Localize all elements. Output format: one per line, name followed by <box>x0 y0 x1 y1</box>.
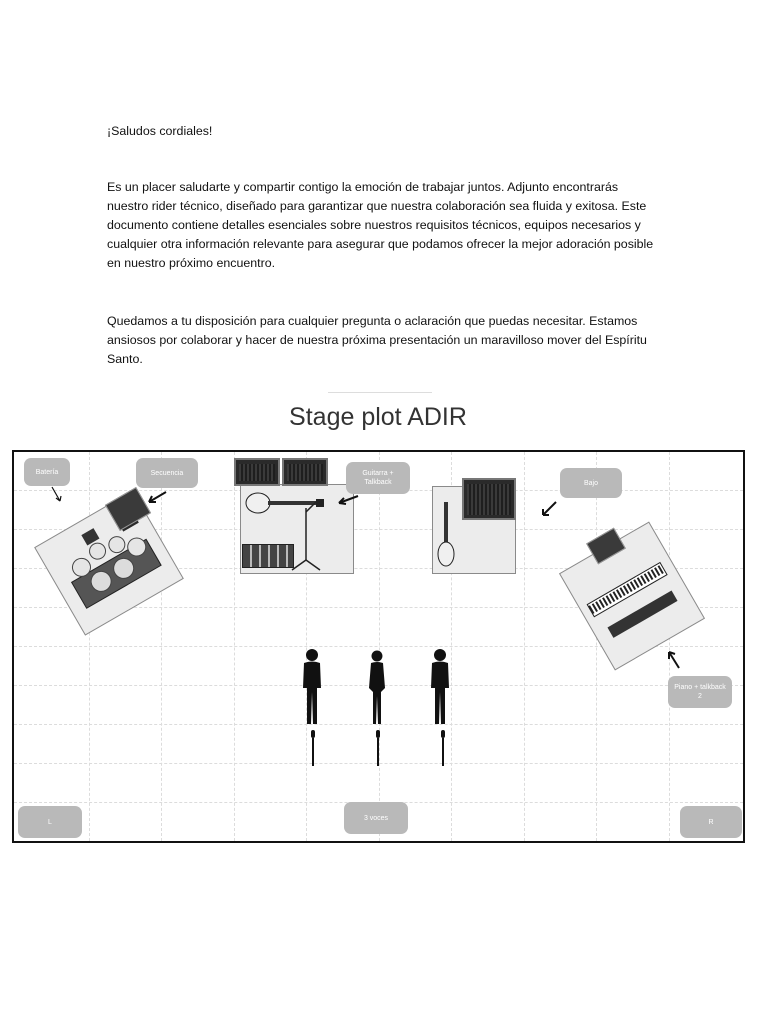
closing-paragraph: Quedamos a tu disposición para cualquier pregunta o aclaración que puedas necesitar. Estamos ansiosos por colaborar y hacer de nuestra próxima presentación un maravilloso mover del Espíritu Santo. <box>107 314 647 366</box>
vocal-mic-icon <box>310 730 316 768</box>
label-piano-talkback: Piano + talkback 2 <box>668 676 732 708</box>
vocal-mic-icon <box>375 730 381 768</box>
stage-plot-diagram <box>12 450 745 843</box>
label-guitarra-talkback: Guitarra + Talkback <box>346 462 410 494</box>
pedalboard-icon <box>242 544 294 568</box>
label-bateria: Batería <box>24 458 70 486</box>
label-3-voces: 3 voces <box>344 802 408 834</box>
bass-amp <box>462 478 516 520</box>
vocal-mic-icon <box>440 730 446 768</box>
arrow-icon <box>666 650 682 670</box>
guitar-amp-right <box>282 458 328 486</box>
singer-figure-right <box>428 648 452 726</box>
intro-paragraph: Es un placer saludarte y compartir contigo la emoción de trabajar juntos. Adjunto encontrarás nuestro rider técnico, diseñado para garantizar que nuestra colaboración sea fluida y exitosa. Este documento contiene detalles esenciales sobre nuestros requisitos técnicos, equipos necesarios y cualquier otra información relevante para asegurar que podamos ofrecer la mejor adoración posible en nuestro próximo encuentro. <box>107 180 654 270</box>
singer-figure-left <box>300 648 324 726</box>
title-divider <box>328 392 432 393</box>
label-right: R <box>680 806 742 838</box>
bass-guitar-icon <box>434 502 458 568</box>
arrow-icon <box>336 494 360 506</box>
arrow-icon <box>50 486 64 504</box>
guitar-amp-left <box>234 458 280 486</box>
arrow-icon <box>146 490 168 504</box>
keyboard-icon <box>560 523 703 669</box>
label-left: L <box>18 806 82 838</box>
stage-plot-title: Stage plot ADIR <box>289 403 467 431</box>
arrow-icon <box>540 500 558 518</box>
label-bajo: Bajo <box>560 468 622 498</box>
keys-riser <box>559 522 705 671</box>
singer-figure-center <box>366 650 388 726</box>
label-secuencia: Secuencia <box>136 458 198 488</box>
greeting-text: ¡Saludos cordiales! <box>107 124 213 138</box>
